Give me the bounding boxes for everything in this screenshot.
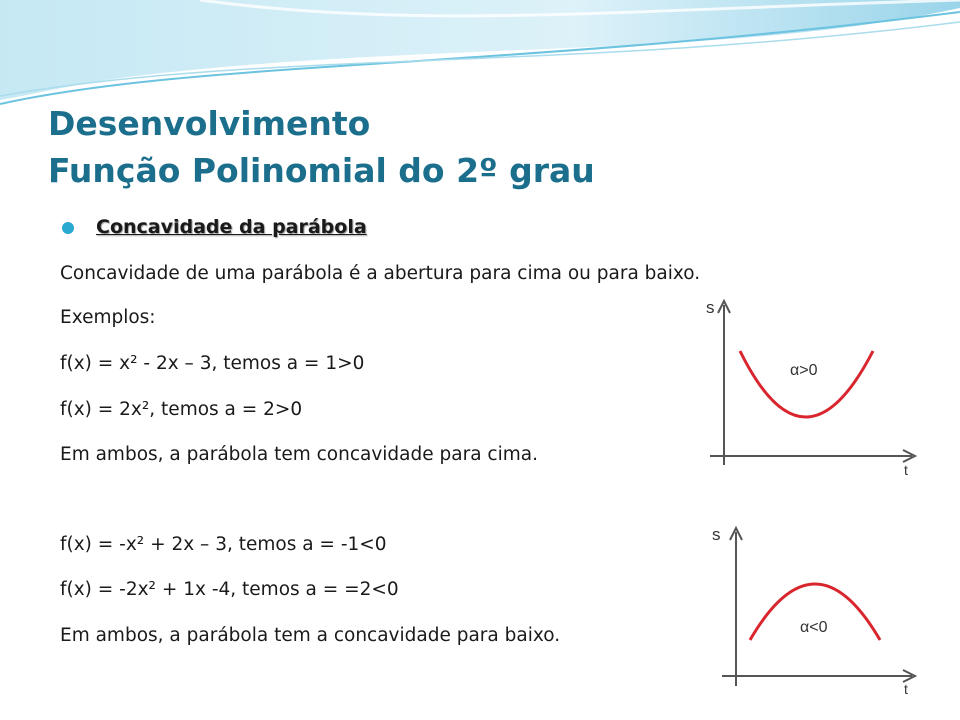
graph-concave-down xyxy=(700,518,920,700)
text-line-example-1: f(x) = x² - 2x – 3, temos a = 1>0 xyxy=(60,353,365,374)
text-line-definition: Concavidade de uma parábola é a abertura para cima ou para baixo. xyxy=(60,263,701,284)
title-line-2: Função Polinomial do 2º grau xyxy=(48,151,595,190)
text-line-conclusion-up: Em ambos, a parábola tem concavidade para cima. xyxy=(60,444,538,465)
page-title xyxy=(48,100,595,194)
text-line-conclusion-down: Em ambos, a parábola tem a concavidade para baixo. xyxy=(60,625,561,646)
text-line-examples: Exemplos: xyxy=(60,307,156,328)
bullet-icon xyxy=(62,222,74,234)
title-line-1: Desenvolvimento xyxy=(48,104,371,143)
alpha-label-negative: α<0 xyxy=(800,619,828,636)
bullet-item xyxy=(62,216,367,238)
x-axis-label: t xyxy=(904,462,908,478)
bullet-heading: Concavidade da parábola xyxy=(96,216,367,238)
y-axis-label: s xyxy=(712,525,721,544)
graph-concave-up xyxy=(700,283,920,478)
text-line-example-3: f(x) = -x² + 2x – 3, temos a = -1<0 xyxy=(60,534,387,555)
alpha-label-positive: α>0 xyxy=(790,362,818,379)
x-axis-label: t xyxy=(904,681,908,697)
decorative-wave-banner xyxy=(0,0,960,110)
text-line-example-4: f(x) = -2x² + 1x -4, temos a = =2<0 xyxy=(60,579,399,600)
text-line-example-2: f(x) = 2x², temos a = 2>0 xyxy=(60,399,303,420)
y-axis-label: s xyxy=(706,298,715,317)
